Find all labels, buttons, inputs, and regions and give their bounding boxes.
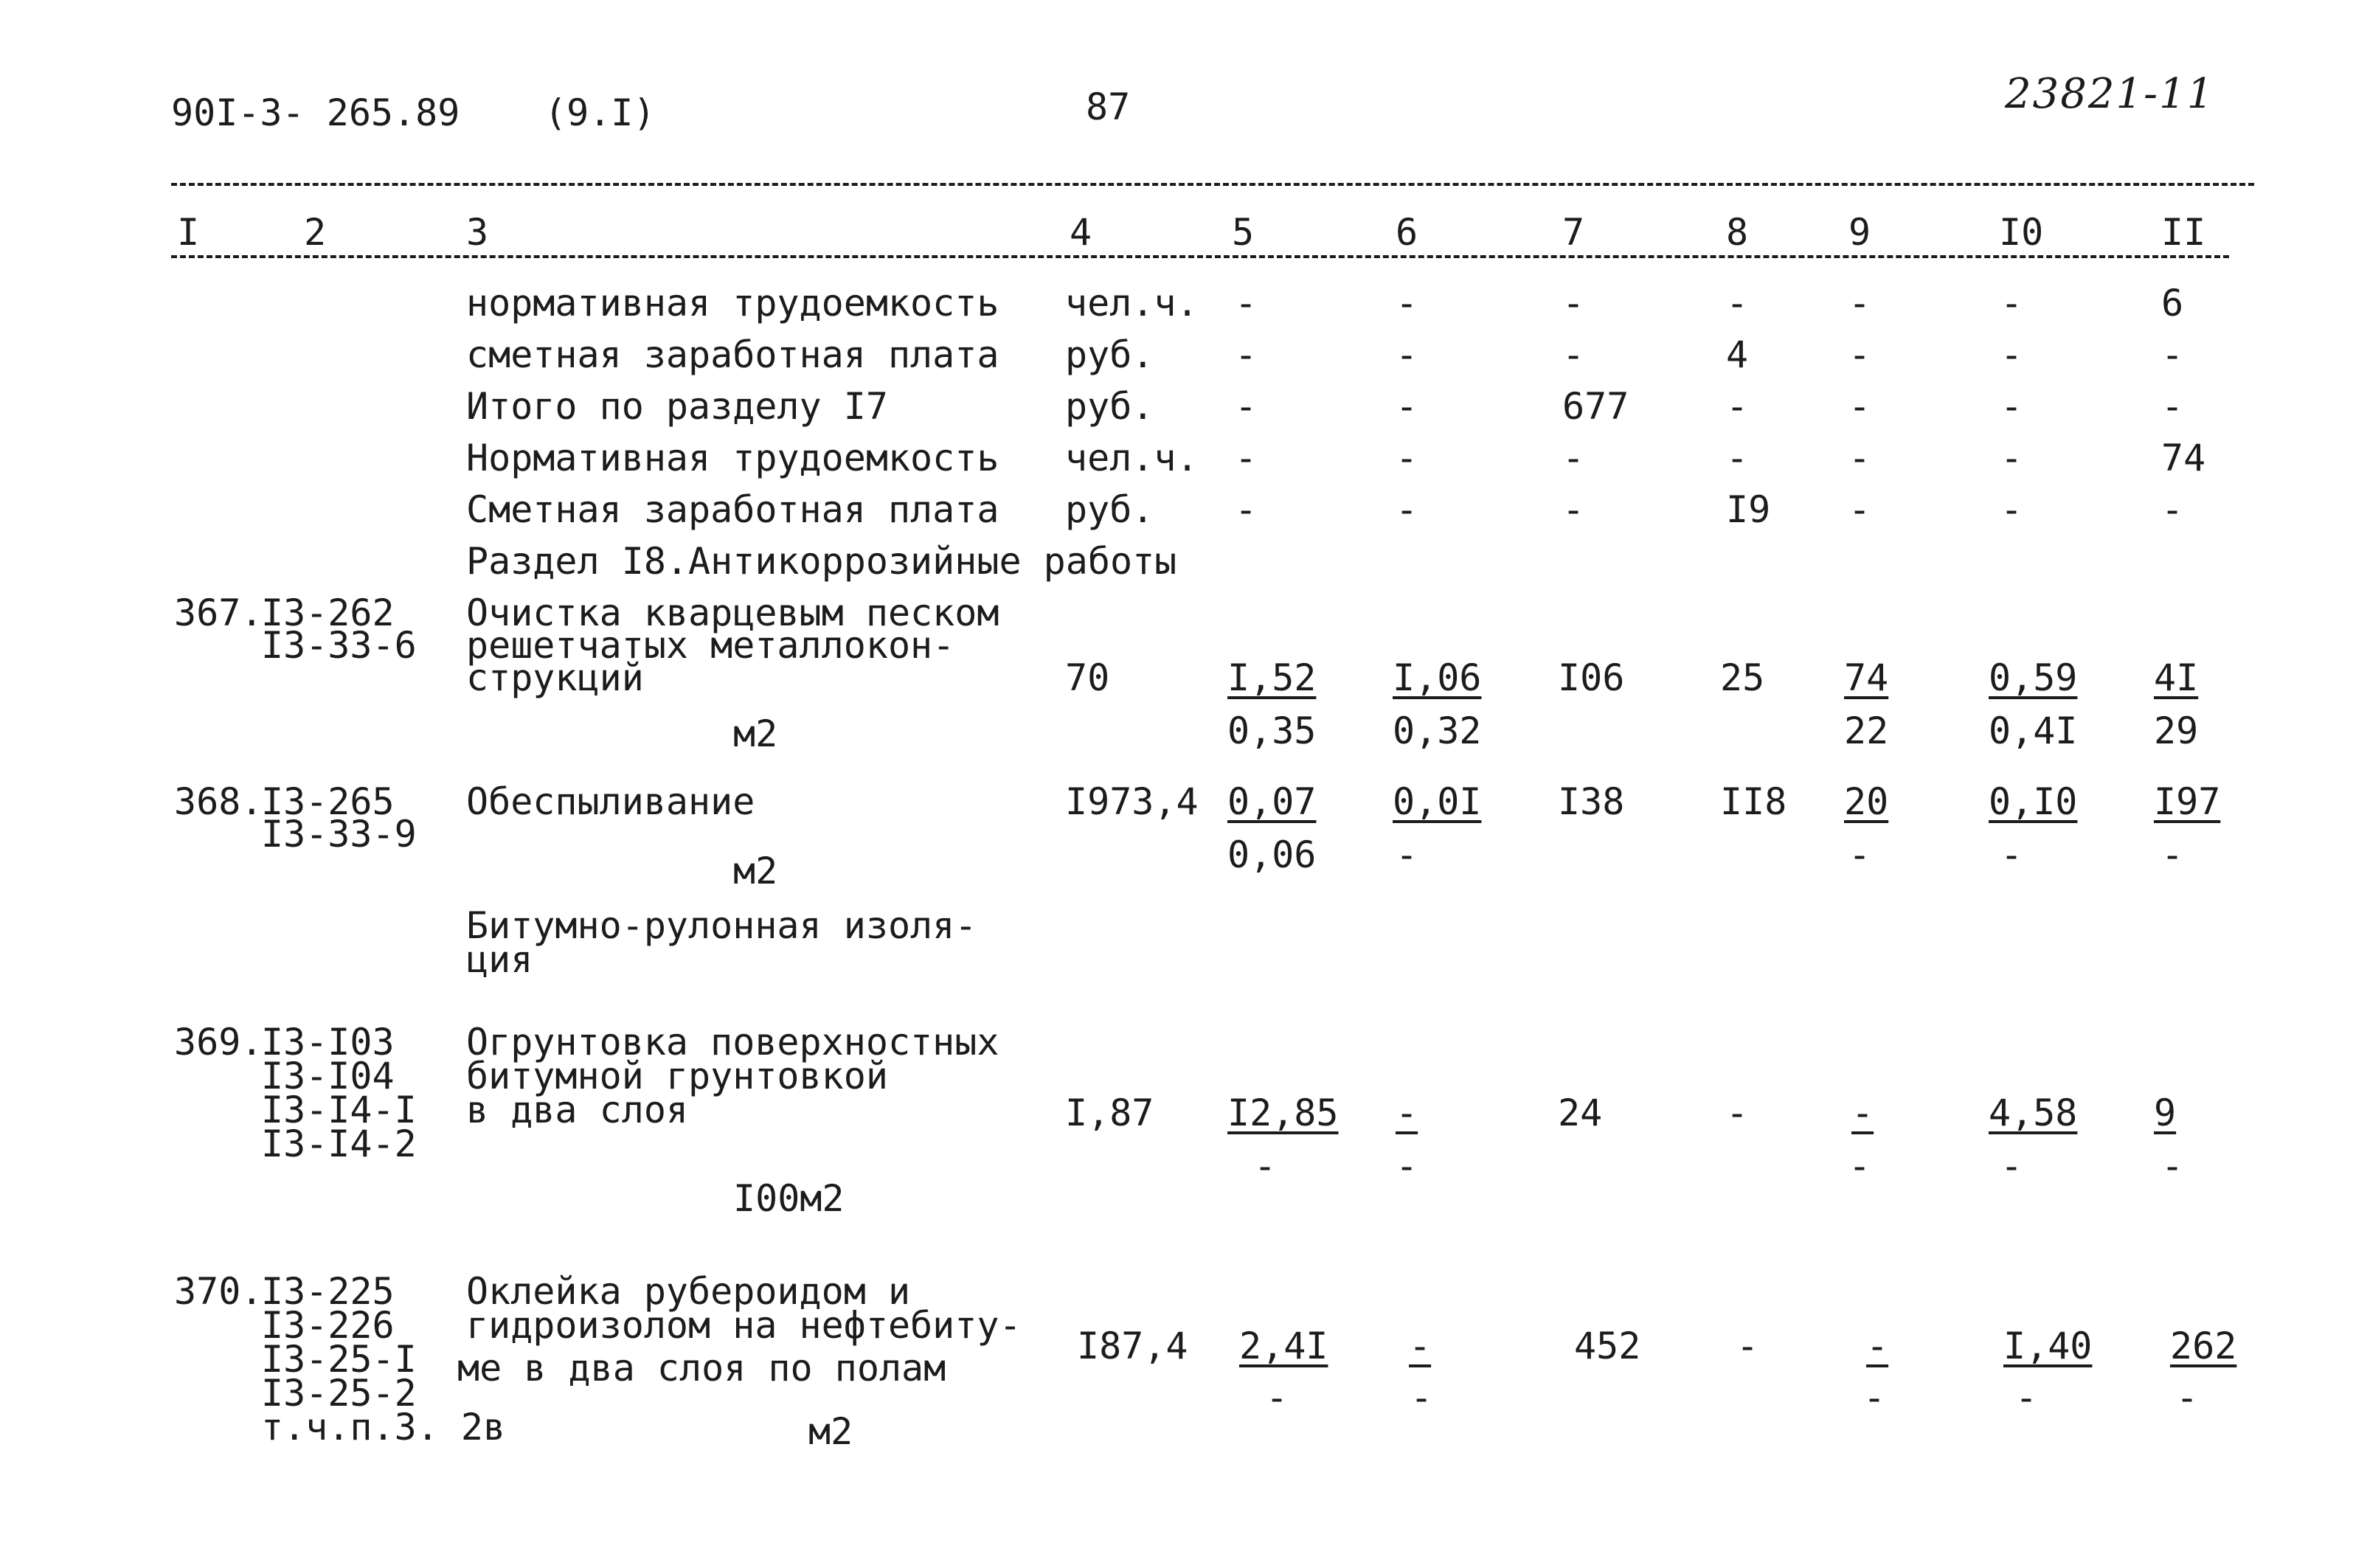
item-unit: м2: [733, 850, 778, 892]
item-code: I3-33-9: [261, 813, 417, 856]
cell-c5: I2,85: [1227, 1092, 1339, 1134]
cell-c8: 25: [1720, 656, 1765, 699]
item-description: струкций: [466, 656, 644, 699]
cell-c6: -: [1396, 385, 1418, 428]
cell-c5: -: [1235, 437, 1258, 479]
cell-c4: I973,4: [1065, 780, 1199, 823]
column-header-rule: [171, 255, 2229, 258]
item-code: I3-I4-2: [261, 1123, 417, 1165]
item-code: I3-226: [261, 1304, 395, 1347]
cell-c6: -: [1396, 488, 1418, 531]
doc-code: 90I-3- 265.89: [171, 91, 460, 134]
cell-c7: 677: [1562, 385, 1629, 428]
cell-c6: -: [1396, 333, 1418, 376]
cell-c11: -: [2161, 488, 2184, 531]
item-number: 370.: [174, 1270, 263, 1313]
cell-c6: -: [1396, 1092, 1418, 1134]
cell-c8: I9: [1726, 488, 1771, 531]
cell-c8: II8: [1720, 780, 1787, 823]
cell-c8: -: [1736, 1325, 1759, 1367]
item-description: в два слоя: [466, 1089, 689, 1131]
column-header-1: I: [177, 211, 200, 254]
column-header-2: 2: [304, 211, 327, 254]
cell-c10: 0,59: [1989, 656, 2078, 699]
cell-c7: -: [1562, 488, 1585, 531]
row-label: сметная заработная плата: [466, 333, 999, 376]
cell-c5: I,52: [1227, 656, 1317, 699]
cell-c10: I,40: [2003, 1325, 2093, 1367]
cell-c7: I38: [1558, 780, 1625, 823]
cell-c5-lower: -: [1254, 1145, 1277, 1187]
item-code-note: т.ч.п.3. 2в: [261, 1406, 506, 1449]
cell-c5: 0,07: [1227, 780, 1317, 823]
cell-c11-lower: -: [2161, 1145, 2184, 1187]
cell-c11: 262: [2170, 1325, 2237, 1367]
column-header-10: I0: [1999, 211, 2044, 254]
cell-c11: -: [2161, 333, 2184, 376]
cell-c9-lower: -: [1848, 1145, 1871, 1187]
cell-c10: -: [2000, 437, 2023, 479]
column-header-9: 9: [1848, 211, 1871, 254]
cell-c6-lower: -: [1396, 833, 1418, 876]
cell-c8: -: [1726, 437, 1749, 479]
cell-c10-lower: 0,4I: [1989, 710, 2078, 752]
cell-c9-lower: -: [1848, 833, 1871, 876]
cell-c8: 4: [1726, 333, 1749, 376]
cell-c6: 0,0I: [1393, 780, 1482, 823]
column-header-7: 7: [1562, 211, 1585, 254]
cell-c7: -: [1562, 437, 1585, 479]
section-title: Раздел I8.Антикоррозийные работы: [466, 540, 1177, 583]
row-label: Сметная заработная плата: [466, 488, 999, 531]
cell-c5-lower: 0,35: [1227, 710, 1317, 752]
cell-c7: -: [1562, 333, 1585, 376]
cell-c8: -: [1726, 1092, 1749, 1134]
cell-c4: I87,4: [1077, 1325, 1188, 1367]
cell-c6: -: [1396, 437, 1418, 479]
cell-c7: I06: [1558, 656, 1625, 699]
cell-c9: -: [1851, 1092, 1874, 1134]
item-unit: м2: [808, 1410, 853, 1453]
cell-c5: -: [1235, 385, 1258, 428]
cell-c5: -: [1235, 282, 1258, 325]
cell-c5: 2,4I: [1239, 1325, 1328, 1367]
item-description: Огрунтовка поверхностных: [466, 1021, 999, 1064]
cell-c5: -: [1235, 488, 1258, 531]
cell-c7: 24: [1558, 1092, 1603, 1134]
item-code: I3-33-6: [261, 624, 417, 667]
cell-c6-lower: -: [1396, 1145, 1418, 1187]
cell-c11: 9: [2154, 1092, 2177, 1134]
row-label: нормативная трудоемкость: [466, 282, 999, 325]
cell-c10-lower: -: [2015, 1376, 2038, 1419]
cell-c8: -: [1726, 385, 1749, 428]
cell-c11-lower: 29: [2154, 710, 2199, 752]
cell-c10: -: [2000, 333, 2023, 376]
item-code: I3-25-2: [261, 1372, 417, 1415]
cell-c5: -: [1235, 333, 1258, 376]
item-code: I3-25-I: [261, 1338, 417, 1381]
column-header-6: 6: [1396, 211, 1418, 254]
cell-c11: 4I: [2154, 656, 2199, 699]
cell-c6: -: [1396, 282, 1418, 325]
header-rule: [171, 183, 2254, 186]
section-code: (9.I): [544, 91, 656, 134]
cell-c11: -: [2161, 385, 2184, 428]
cell-c10: -: [2000, 282, 2023, 325]
item-code: I3-I03: [261, 1021, 395, 1064]
column-header-4: 4: [1070, 211, 1092, 254]
cell-c6-lower: -: [1410, 1376, 1433, 1419]
cell-c4: 70: [1065, 656, 1110, 699]
item-description: решетчатых металлокон-: [466, 624, 955, 667]
item-description: битумной грунтовкой: [466, 1055, 888, 1097]
cell-c9: -: [1848, 385, 1871, 428]
item-description: гидроизолом на нефтебиту-: [466, 1304, 1022, 1347]
item-description: ме в два слоя по полам: [457, 1347, 946, 1390]
cell-c10-lower: -: [2000, 833, 2023, 876]
cell-c9: -: [1848, 437, 1871, 479]
cell-c11-lower: -: [2161, 833, 2184, 876]
cell-c11: 6: [2161, 282, 2184, 325]
cell-c9-lower: 22: [1844, 710, 1889, 752]
cell-c10: 4,58: [1989, 1092, 2078, 1134]
row-label: Нормативная трудоемкость: [466, 437, 999, 479]
row-unit: чел.ч.: [1065, 437, 1199, 479]
column-header-8: 8: [1726, 211, 1749, 254]
cell-c9: -: [1848, 333, 1871, 376]
page-number: 87: [1086, 86, 1131, 128]
cell-c11-lower: -: [2176, 1376, 2199, 1419]
cell-c6: -: [1409, 1325, 1432, 1367]
cell-c6: I,06: [1393, 656, 1482, 699]
cell-c9: -: [1866, 1325, 1889, 1367]
item-number: 368.: [174, 780, 263, 823]
item-code: I3-225: [261, 1270, 395, 1313]
item-code: I3-262: [261, 592, 395, 634]
cell-c9-lower: -: [1863, 1376, 1886, 1419]
cell-c10: -: [2000, 385, 2023, 428]
row-unit: руб.: [1065, 385, 1154, 428]
cell-c6-lower: 0,32: [1393, 710, 1482, 752]
row-unit: чел.ч.: [1065, 282, 1199, 325]
cell-c9: -: [1848, 282, 1871, 325]
item-code: I3-I04: [261, 1055, 395, 1097]
cell-c7: 452: [1574, 1325, 1641, 1367]
subheading: ция: [466, 938, 533, 981]
cell-c10: -: [2000, 488, 2023, 531]
cell-c7: -: [1562, 282, 1585, 325]
row-unit: руб.: [1065, 333, 1154, 376]
item-description: Оклейка рубероидом и: [466, 1270, 911, 1313]
cell-c8: -: [1726, 282, 1749, 325]
item-description: Обеспыливание: [466, 780, 755, 823]
column-header-5: 5: [1232, 211, 1255, 254]
cell-c9: 74: [1844, 656, 1889, 699]
row-label: Итого по разделу I7: [466, 385, 888, 428]
subheading: Битумно-рулонная изоля-: [466, 904, 977, 947]
cell-c4: I,87: [1065, 1092, 1154, 1134]
cell-c10: 0,I0: [1989, 780, 2078, 823]
cell-c5-lower: -: [1266, 1376, 1289, 1419]
item-code: I3-265: [261, 780, 395, 823]
column-header-3: 3: [466, 211, 489, 254]
cell-c9: 20: [1844, 780, 1889, 823]
cell-c11: 74: [2161, 437, 2206, 479]
cell-c11: I97: [2154, 780, 2221, 823]
item-number: 369.: [174, 1021, 263, 1064]
archive-number: 23821-11: [2005, 70, 2215, 118]
cell-c9: -: [1848, 488, 1871, 531]
item-unit: м2: [733, 712, 778, 755]
cell-c5-lower: 0,06: [1227, 833, 1317, 876]
item-unit: I00м2: [733, 1177, 845, 1220]
item-code: I3-I4-I: [261, 1089, 417, 1131]
row-unit: руб.: [1065, 488, 1154, 531]
column-header-11: II: [2161, 211, 2206, 254]
item-number: 367.: [174, 592, 263, 634]
cell-c10-lower: -: [2000, 1145, 2023, 1187]
item-description: Очистка кварцевым песком: [466, 592, 999, 634]
